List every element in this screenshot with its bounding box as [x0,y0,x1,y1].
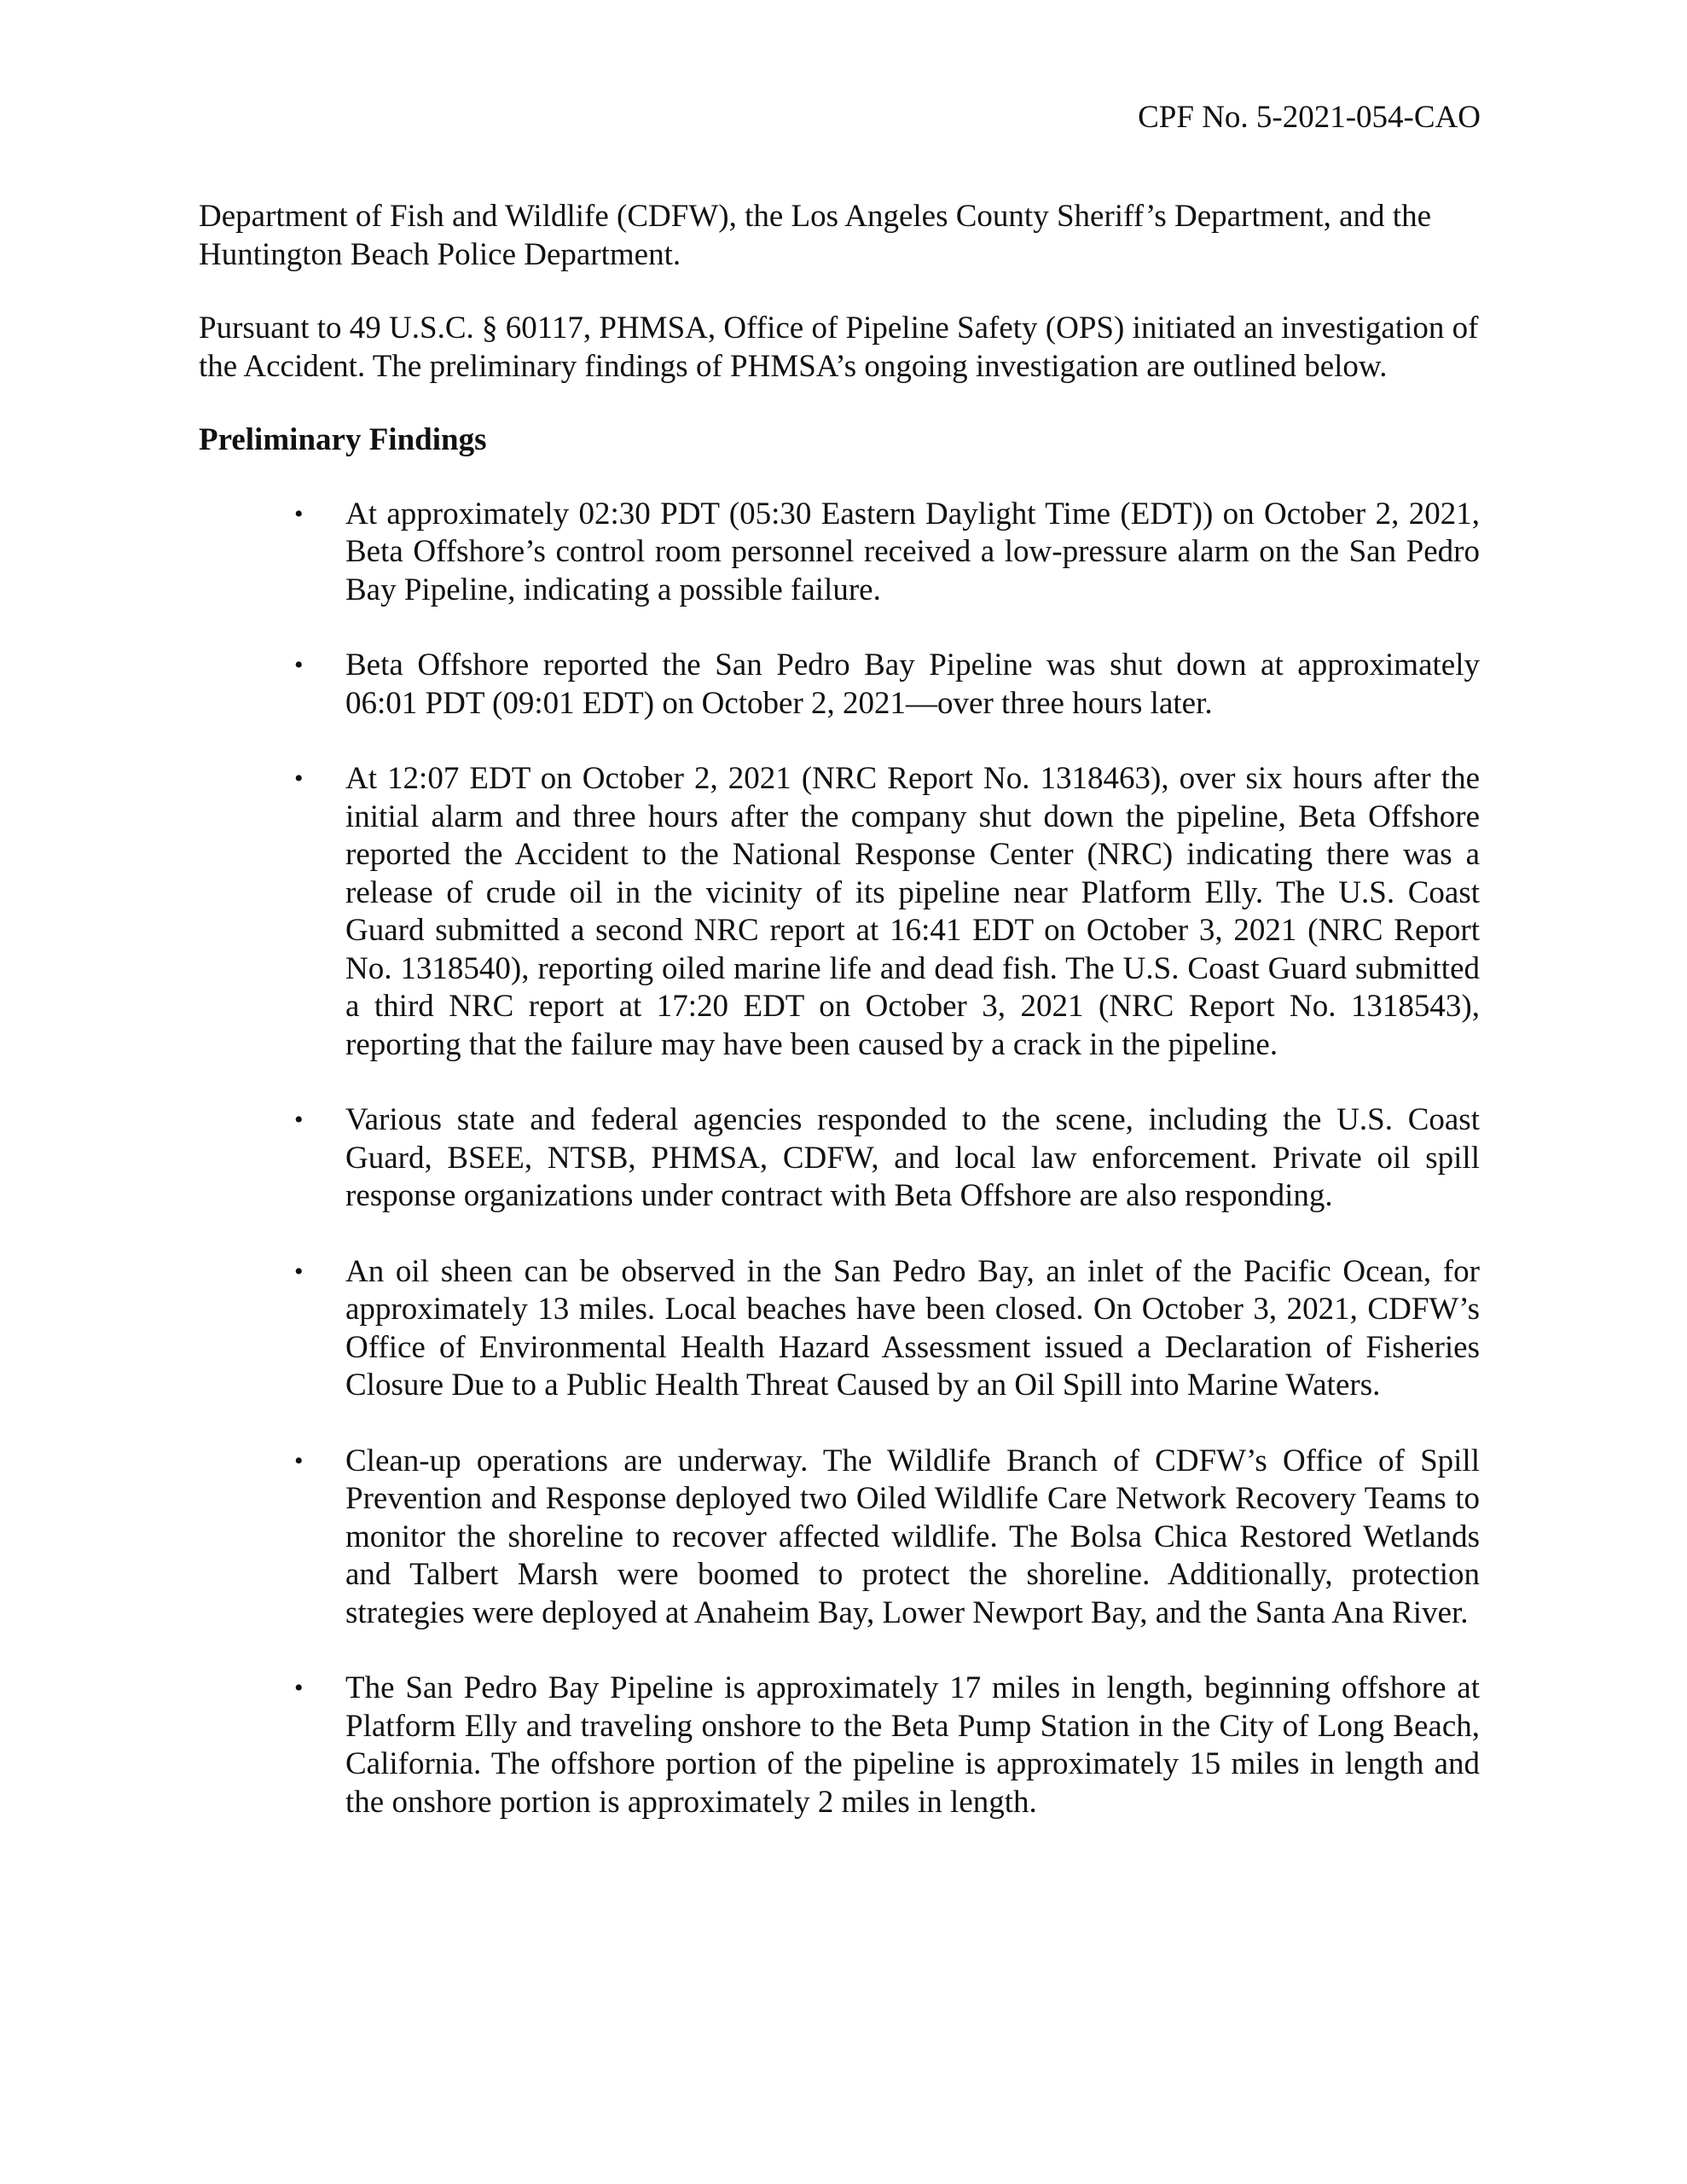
finding-text: The San Pedro Bay Pipeline is approximately 17 miles in length, beginning offshore at Platform Elly and traveling onshore to the Beta Pump Station in the City of Long Beach, California. The offshore portion of the pipeline is approximately 15 miles in length and the onshore portion is approximately 2 miles in length. [345,1670,1480,1820]
bullet-icon: • [294,1446,304,1475]
finding-text: At approximately 02:30 PDT (05:30 Eastern Daylight Time (EDT)) on October 2, 2021, Beta Offshore’s control room personnel received a low-pressure alarm on the San Pedro Bay Pipeline, indicating a possible failure. [345,496,1480,607]
finding-text: Various state and federal agencies responded to the scene, including the U.S. Coast Guard, BSEE, NTSB, PHMSA, CDFW, and local law enforcement. Private oil spill response organizations under contract with Beta Offshore are also responding. [345,1102,1480,1213]
bullet-icon: • [294,651,304,679]
finding-text: An oil sheen can be observed in the San Pedro Bay, an inlet of the Pacific Ocean, for approximately 13 miles. Local beaches have been closed. On October 3, 2021, CDFW’s Office of Environmental Health Hazard Assessment issued a Declaration of Fisheries Closure Due to a Public Health Threat Caused by an Oil Spill into Marine Waters. [345,1253,1480,1403]
finding-item [199,496,1480,610]
finding-item [199,760,1480,1064]
bullet-icon: • [294,1106,304,1134]
document-number: CPF No. 5-2021-054-CAO [1138,100,1481,135]
finding-text: Beta Offshore reported the San Pedro Bay Pipeline was shut down at approximately 06:01 PDT (09:01 EDT) on October 2, 2021—over three hours later. [345,648,1480,721]
section-heading: Preliminary Findings [199,422,487,457]
finding-item [199,1670,1480,1821]
body-paragraph: Department of Fish and Wildlife (CDFW), the Los Angeles County Sheriff’s Department, and the Huntington Beach Police Department. [199,199,1432,272]
body-paragraph: Pursuant to 49 U.S.C. § 60117, PHMSA, Office of Pipeline Safety (OPS) initiated an investigation of the Accident. The preliminary findings of PHMSA’s ongoing investigation are outlined below. [199,311,1479,384]
document-body [199,198,1480,1859]
bullet-icon: • [294,764,304,793]
finding-item [199,1253,1480,1405]
finding-text: Clean-up operations are underway. The Wildlife Branch of CDFW’s Office of Spill Prevention and Response deployed two Oiled Wildlife Care Network Recovery Teams to monitor the shoreline to recover affected wildlife. The Bolsa Chica Restored Wetlands and Talbert Marsh were boomed to protect the shoreline. Additionally, protection strategies were deployed at Anaheim Bay, Lower Newport Bay, and the Santa Ana River. [345,1443,1480,1630]
finding-item [199,647,1480,723]
bullet-icon: • [294,1257,304,1286]
finding-item [199,1443,1480,1633]
findings-list [199,496,1480,1822]
finding-text: At 12:07 EDT on October 2, 2021 (NRC Report No. 1318463), over six hours after the initial alarm and three hours after the company shut down the pipeline, Beta Offshore reported the Accident to the National Response Center (NRC) indicating there was a release of crude oil in the vicinity of its pipeline near Platform Elly. The U.S. Coast Guard submitted a second NRC report at 16:41 EDT on October 3, 2021 (NRC Report No. 1318540), reporting oiled marine life and dead fish. The U.S. Coast Guard submitted a third NRC report at 17:20 EDT on October 3, 2021 (NRC Report No. 1318543), reporting that the failure may have been caused by a crack in the pipeline. [345,761,1480,1062]
bullet-icon: • [294,1674,304,1702]
finding-item [199,1101,1480,1216]
bullet-icon: • [294,499,304,528]
